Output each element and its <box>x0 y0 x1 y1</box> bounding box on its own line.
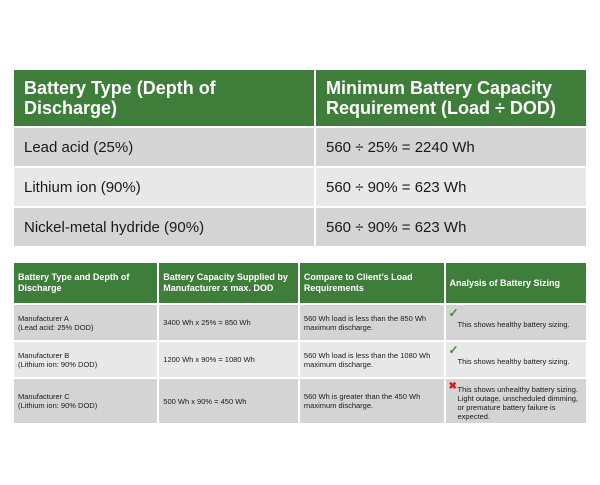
manufacturer-cell <box>14 379 159 425</box>
manufacturer-name: Manufacturer A <box>18 313 69 323</box>
battery-type: (Lead acid: 25% DOD) <box>18 322 94 332</box>
table-row <box>14 168 586 208</box>
analysis-cell <box>446 342 587 379</box>
x-icon: ✖ <box>448 381 457 392</box>
battery-type: (Lithium ion: 90% DOD) <box>18 401 98 410</box>
analysis-cell <box>446 305 587 342</box>
battery-sizing-analysis-table <box>14 263 586 425</box>
check-icon: ✓ <box>448 343 459 357</box>
compare-cell: 560 Wh is greater than the 450 Wh maximum discharge. <box>300 379 446 425</box>
column-header-battery-type: Battery Type (Depth of Discharge) <box>14 70 316 128</box>
table-row <box>14 379 586 425</box>
battery-capacity-requirement-table <box>14 70 586 248</box>
battery-type: (Lithium ion: 90% DOD) <box>18 359 98 369</box>
analysis-text: This shows healthy battery sizing. <box>457 320 570 329</box>
manufacturer-cell <box>14 305 159 342</box>
table-cell: Lead acid (25%) <box>14 128 316 168</box>
capacity-cell: 3400 Wh x 25% = 850 Wh <box>159 305 300 342</box>
manufacturer-cell <box>14 342 159 379</box>
analysis-text: This shows healthy battery sizing. <box>457 357 570 366</box>
compare-cell: 560 Wh load is less than the 850 Wh maximum discharge. <box>300 305 446 342</box>
column-header-minimum-capacity: Minimum Battery Capacity Requirement (Load ÷ DOD) <box>316 70 586 128</box>
table-cell: Lithium ion (90%) <box>14 168 316 208</box>
manufacturer-name: Manufacturer C <box>18 392 70 401</box>
table-cell: Nickel-metal hydride (90%) <box>14 208 316 248</box>
compare-cell: 560 Wh load is less than the 1080 Wh maximum discharge. <box>300 342 446 379</box>
table-cell: 560 ÷ 90% = 623 Wh <box>316 208 586 248</box>
table-header-row <box>14 70 586 128</box>
table-row <box>14 305 586 342</box>
table-row <box>14 342 586 379</box>
manufacturer-name: Manufacturer B <box>18 350 70 360</box>
column-header-analysis: Analysis of Battery Sizing <box>446 263 587 305</box>
table-row <box>14 208 586 248</box>
table-header-row <box>14 263 586 305</box>
analysis-text: This shows unhealthy battery sizing. Light outage, unscheduled dimming, or premature battery failure is expected. <box>457 385 578 421</box>
column-header-battery-type-dod: Battery Type and Depth of Discharge <box>14 263 159 305</box>
table-row <box>14 128 586 168</box>
column-header-capacity-supplied: Battery Capacity Supplied by Manufacturer x max. DOD <box>159 263 300 305</box>
table-cell: 560 ÷ 90% = 623 Wh <box>316 168 586 208</box>
table-cell: 560 ÷ 25% = 2240 Wh <box>316 128 586 168</box>
column-header-compare-load: Compare to Client’s Load Requirements <box>300 263 446 305</box>
check-icon: ✓ <box>448 306 459 320</box>
analysis-cell <box>446 379 587 425</box>
capacity-cell: 500 Wh x 90% = 450 Wh <box>159 379 300 425</box>
capacity-cell: 1200 Wh x 90% = 1080 Wh <box>159 342 300 379</box>
